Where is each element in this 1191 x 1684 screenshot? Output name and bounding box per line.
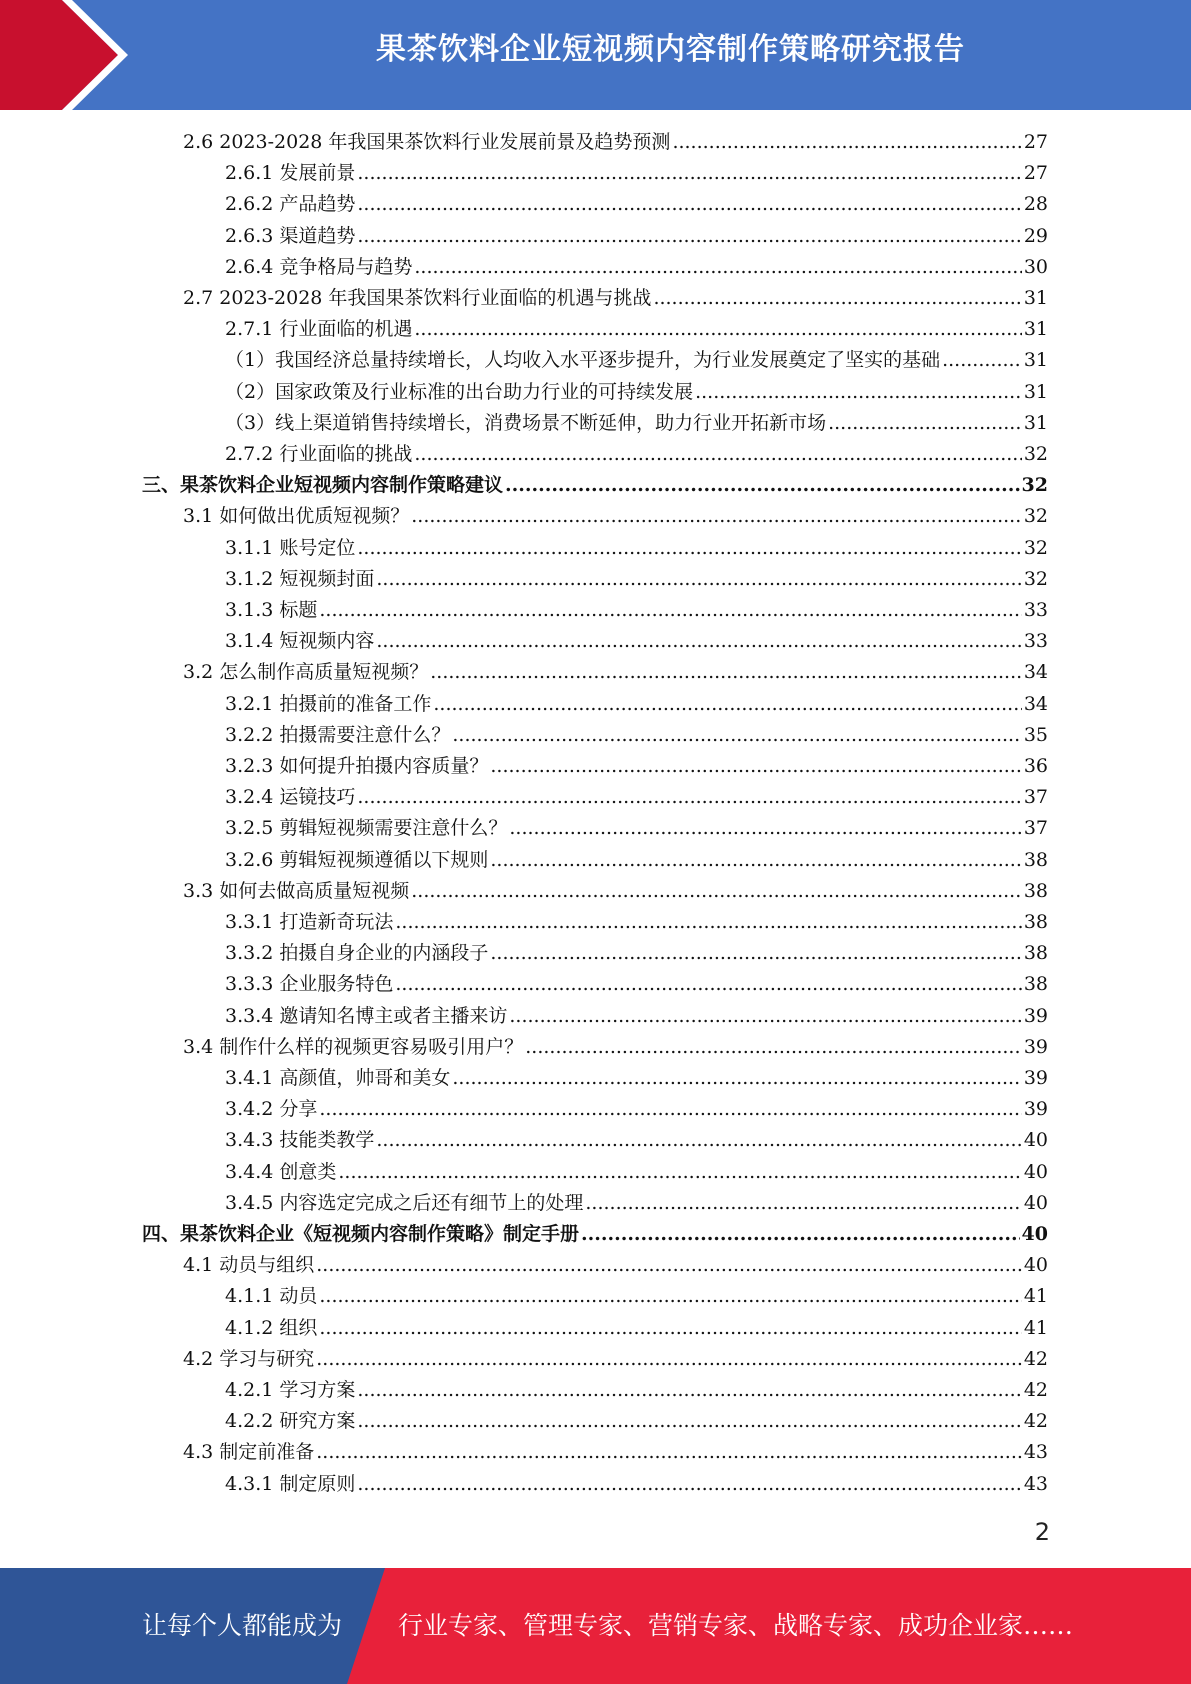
page-header (0, 0, 1191, 110)
toc-entry-page: 31 (1023, 380, 1048, 403)
toc-entry-page: 27 (1023, 162, 1048, 185)
toc-entry-page: 38 (1023, 973, 1048, 996)
toc-dot-leader (452, 1063, 1021, 1094)
toc-entry-title: 4.2.2 研究方案 (225, 1410, 356, 1433)
toc-entry-page: 32 (1023, 505, 1048, 528)
toc-dot-leader (695, 377, 1022, 408)
toc-entry[interactable] (225, 1188, 1048, 1219)
toc-entry-title: 2.7 2023-2028 年我国果茶饮料行业面临的机遇与挑战 (183, 287, 652, 309)
toc-dot-leader (452, 720, 1021, 751)
toc-dot-leader (509, 1001, 1021, 1032)
toc-entry[interactable] (183, 1032, 1048, 1063)
toc-dot-leader (319, 1094, 1021, 1125)
toc-entry-page: 41 (1023, 1316, 1048, 1339)
toc-entry[interactable] (225, 689, 1048, 720)
toc-entry-page: 31 (1023, 318, 1048, 341)
toc-entry-page: 32 (1023, 443, 1048, 465)
toc-entry[interactable] (225, 189, 1048, 220)
toc-entry[interactable] (225, 1001, 1048, 1032)
toc-entry[interactable] (225, 1406, 1048, 1437)
toc-entry-title: （3）线上渠道销售持续增长，消费场景不断延伸，助力行业开拓新市场 (225, 411, 827, 434)
report-title: 果茶饮料企业短视频内容制作策略研究报告 (376, 32, 965, 67)
toc-dot-leader (414, 314, 1021, 345)
toc-dot-leader (357, 189, 1021, 220)
toc-entry-title: 2.7.2 行业面临的挑战 (225, 443, 413, 465)
toc-entry[interactable] (225, 158, 1048, 189)
toc-dot-leader (316, 1437, 1022, 1468)
toc-entry-page: 34 (1023, 661, 1048, 684)
toc-dot-leader (319, 595, 1021, 626)
toc-entry-title: 4.2 学习与研究 (183, 1347, 315, 1370)
toc-entry[interactable] (183, 501, 1048, 532)
toc-entry-title: 3.2.1 拍摄前的准备工作 (225, 692, 432, 715)
toc-dot-leader (357, 158, 1021, 189)
toc-entry[interactable] (142, 470, 1048, 501)
toc-entry-title: 3.3.4 邀请知名博主或者主播来访 (225, 1004, 508, 1027)
toc-dot-leader (490, 938, 1021, 969)
toc-entry-page: 43 (1023, 1472, 1048, 1495)
toc-entry-page: 42 (1023, 1347, 1048, 1370)
toc-entry-title: 3.4.3 技能类教学 (225, 1129, 375, 1152)
toc-entry-page: 31 (1023, 287, 1048, 309)
toc-dot-leader (357, 1375, 1021, 1406)
toc-entry-title: 3.2.5 剪辑短视频需要注意什么？ (225, 817, 508, 840)
toc-entry[interactable] (225, 1125, 1048, 1156)
toc-entry-title: 3.3.1 打造新奇玩法 (225, 911, 394, 933)
toc-dot-leader (319, 1313, 1021, 1344)
toc-entry[interactable] (225, 938, 1048, 969)
toc-entry[interactable] (225, 751, 1048, 782)
toc-entry-page: 38 (1023, 942, 1048, 965)
toc-entry-title: 2.6.2 产品趋势 (225, 193, 356, 216)
toc-dot-leader (411, 876, 1022, 907)
toc-dot-leader (942, 345, 1022, 376)
toc-dot-leader (430, 657, 1022, 688)
toc-entry[interactable] (225, 533, 1048, 564)
toc-entry-title: 2.6.4 竞争格局与趋势 (225, 255, 413, 278)
toc-entry-page: 39 (1023, 1035, 1048, 1058)
header-arrow-decoration (0, 0, 160, 110)
toc-entry-title: 3.1.4 短视频内容 (225, 630, 375, 653)
toc-entry[interactable] (225, 1375, 1048, 1406)
toc-entry[interactable] (225, 408, 1048, 439)
toc-dot-leader (395, 907, 1021, 938)
toc-entry-title: 2.7.1 行业面临的机遇 (225, 318, 413, 341)
toc-dot-leader (338, 1157, 1021, 1188)
toc-entry-title: 4.1.1 动员 (225, 1285, 318, 1308)
toc-entry-page: 27 (1023, 131, 1048, 153)
toc-entry[interactable] (225, 439, 1048, 470)
toc-dot-leader (319, 1281, 1021, 1312)
toc-entry-title: 3.3.3 企业服务特色 (225, 973, 394, 996)
toc-entry-page: 41 (1023, 1285, 1048, 1308)
toc-entry-page: 30 (1023, 255, 1048, 278)
toc-entry-page: 40 (1023, 1254, 1048, 1277)
toc-entry-page: 42 (1023, 1410, 1048, 1433)
toc-entry-title: 三、果茶饮料企业短视频内容制作策略建议 (142, 474, 504, 497)
toc-entry-page: 37 (1023, 786, 1048, 809)
toc-entry-page: 36 (1023, 755, 1048, 777)
toc-entry[interactable] (225, 252, 1048, 283)
toc-dot-leader (585, 1188, 1021, 1219)
toc-dot-leader (828, 408, 1022, 439)
toc-entry[interactable] (225, 1094, 1048, 1125)
toc-entry-title: 四、果茶饮料企业《短视频内容制作策略》制定手册 (142, 1223, 580, 1245)
toc-dot-leader (357, 782, 1021, 813)
toc-entry[interactable] (225, 1469, 1048, 1500)
toc-entry[interactable] (183, 876, 1048, 907)
page-footer (0, 1568, 1191, 1684)
toc-entry-title: 3.4.5 内容选定完成之后还有细节上的处理 (225, 1191, 584, 1214)
toc-entry-title: 3.2 怎么制作高质量短视频？ (183, 661, 429, 684)
toc-entry-page: 34 (1023, 692, 1048, 715)
toc-entry-title: 3.4.1 高颜值，帅哥和美女 (225, 1067, 451, 1089)
toc-entry[interactable] (225, 564, 1048, 595)
toc-dot-leader (316, 1344, 1022, 1375)
toc-entry-title: 2.6.1 发展前景 (225, 162, 356, 185)
toc-entry-page: 40 (1023, 1191, 1048, 1214)
toc-entry[interactable] (225, 1281, 1048, 1312)
toc-entry-page: 32 (1023, 567, 1048, 590)
toc-entry[interactable] (225, 221, 1048, 252)
toc-entry-title: 3.2.2 拍摄需要注意什么？ (225, 723, 451, 746)
toc-entry-title: 2.6.3 渠道趋势 (225, 224, 356, 247)
toc-entry[interactable] (225, 782, 1048, 813)
toc-entry-title: （2）国家政策及行业标准的出台助力行业的可持续发展 (225, 380, 694, 403)
toc-entry-page: 35 (1023, 723, 1048, 746)
toc-entry[interactable] (225, 595, 1048, 626)
toc-dot-leader (376, 626, 1021, 657)
toc-dot-leader (357, 221, 1021, 252)
toc-entry-page: 29 (1023, 224, 1048, 247)
toc-dot-leader (357, 533, 1021, 564)
toc-entry-title: 4.2.1 学习方案 (225, 1379, 356, 1401)
toc-entry-page: 31 (1023, 411, 1048, 434)
toc-entry-title: （1）我国经济总量持续增长，人均收入水平逐步提升，为行业发展奠定了坚实的基础 (225, 349, 941, 372)
toc-entry-page: 28 (1023, 193, 1048, 216)
toc-dot-leader (395, 969, 1021, 1000)
toc-entry[interactable] (225, 1063, 1048, 1094)
toc-dot-leader (414, 252, 1021, 283)
toc-dot-leader (653, 283, 1021, 314)
toc-entry[interactable] (225, 969, 1048, 1000)
toc-entry-title: 3.1.3 标题 (225, 599, 318, 621)
toc-entry-title: 3.1.1 账号定位 (225, 536, 356, 559)
toc-entry[interactable] (183, 657, 1048, 688)
toc-entry-title: 4.1.2 组织 (225, 1316, 318, 1339)
toc-entry-page: 40 (1023, 1129, 1048, 1152)
toc-entry-page: 33 (1023, 599, 1048, 621)
toc-entry-title: 3.2.4 运镜技巧 (225, 786, 356, 809)
toc-entry[interactable] (225, 1157, 1048, 1188)
toc-entry[interactable] (225, 845, 1048, 876)
toc-dot-leader (433, 689, 1021, 720)
footer-slogan-left: 让每个人都能成为 (142, 1611, 343, 1640)
toc-entry-title: 3.1.2 短视频封面 (225, 567, 375, 590)
toc-dot-leader (490, 751, 1021, 782)
toc-entry-page: 43 (1023, 1441, 1048, 1464)
toc-entry[interactable] (183, 1344, 1048, 1375)
toc-entry[interactable] (183, 1250, 1048, 1281)
toc-dot-leader (357, 1406, 1021, 1437)
toc-entry[interactable] (183, 1437, 1048, 1468)
toc-entry-page: 37 (1023, 817, 1048, 840)
toc-dot-leader (490, 845, 1021, 876)
toc-dot-leader (316, 1250, 1022, 1281)
toc-entry[interactable] (225, 314, 1048, 345)
toc-entry-title: 3.3 如何去做高质量短视频 (183, 879, 410, 902)
toc-entry-page: 31 (1023, 349, 1048, 372)
toc-entry-page: 38 (1023, 911, 1048, 933)
toc-entry[interactable] (225, 626, 1048, 657)
toc-dot-leader (376, 564, 1021, 595)
toc-entry[interactable] (225, 377, 1048, 408)
toc-entry[interactable] (225, 907, 1048, 938)
toc-entry-title: 3.4.4 创意类 (225, 1160, 337, 1183)
toc-dot-leader (357, 1469, 1021, 1500)
toc-entry[interactable] (183, 283, 1048, 314)
toc-entry[interactable] (142, 1219, 1048, 1250)
toc-entry-title: 3.4 制作什么样的视频更容易吸引用户？ (183, 1035, 524, 1058)
toc-entry-page: 42 (1023, 1379, 1048, 1401)
toc-entry-page: 39 (1023, 1067, 1048, 1089)
toc-entry[interactable] (225, 720, 1048, 751)
toc-entry-title: 2.6 2023-2028 年我国果茶饮料行业发展前景及趋势预测 (183, 131, 671, 153)
toc-entry-page: 32 (1023, 536, 1048, 559)
toc-entry-title: 4.3.1 制定原则 (225, 1472, 356, 1495)
toc-entry-page: 32 (1021, 474, 1048, 497)
toc-entry-title: 4.1 动员与组织 (183, 1254, 315, 1277)
toc-entry-title: 4.3 制定前准备 (183, 1441, 315, 1464)
toc-dot-leader (376, 1125, 1021, 1156)
toc-entry-page: 40 (1021, 1223, 1048, 1245)
toc-dot-leader (525, 1032, 1022, 1063)
toc-entry-page: 39 (1023, 1098, 1048, 1121)
toc-entry[interactable] (225, 1313, 1048, 1344)
toc-entry-page: 33 (1023, 630, 1048, 653)
toc-dot-leader (411, 501, 1022, 532)
toc-dot-leader (672, 127, 1021, 158)
toc-entry-page: 38 (1023, 879, 1048, 902)
footer-slogan-right: 行业专家、管理专家、营销专家、战略专家、成功企业家…… (398, 1611, 1074, 1640)
toc-entry[interactable] (225, 345, 1048, 376)
toc-entry-title: 3.2.6 剪辑短视频遵循以下规则 (225, 848, 489, 871)
page-number: 2 (1034, 1518, 1050, 1546)
toc-entry-title: 3.1 如何做出优质短视频？ (183, 505, 410, 528)
toc-entry-page: 40 (1023, 1160, 1048, 1183)
toc-dot-leader (414, 439, 1021, 470)
toc-entry[interactable] (183, 127, 1048, 158)
toc-entry-title: 3.3.2 拍摄自身企业的内涵段子 (225, 942, 489, 965)
toc-entry-page: 38 (1023, 848, 1048, 871)
toc-dot-leader (509, 813, 1021, 844)
toc-entry-title: 3.4.2 分享 (225, 1098, 318, 1121)
toc-entry-page: 39 (1023, 1004, 1048, 1027)
toc-entry-title: 3.2.3 如何提升拍摄内容质量？ (225, 755, 489, 777)
toc-dot-leader (505, 470, 1020, 501)
toc-entry[interactable] (225, 813, 1048, 844)
toc-dot-leader (581, 1219, 1020, 1250)
